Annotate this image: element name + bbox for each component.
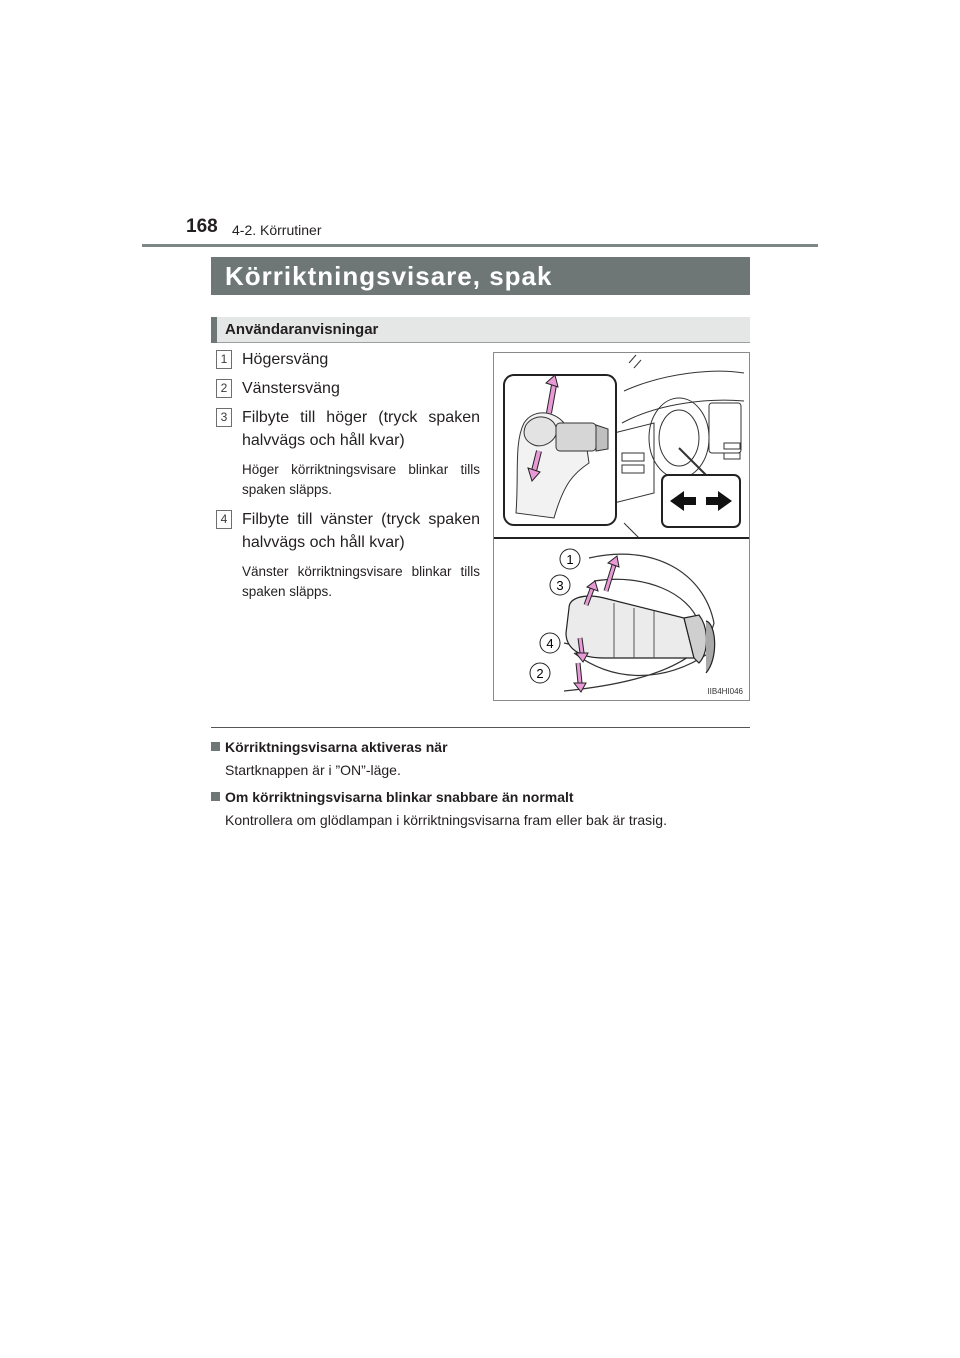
figure-code: IIB4HI046 bbox=[707, 687, 743, 696]
item-text: Högersväng bbox=[242, 351, 329, 368]
turn-signal-lever-illustration bbox=[493, 352, 750, 701]
note-title-text: Om körriktningsvisarna blinkar snabbare än normalt bbox=[225, 789, 574, 805]
notes-divider bbox=[211, 727, 750, 728]
note-title bbox=[211, 738, 750, 756]
note-body: Startknappen är i ”ON”-läge. bbox=[225, 762, 401, 778]
illustration-svg bbox=[494, 353, 749, 700]
callout-label: 2 bbox=[536, 666, 544, 681]
direction-arrows-box bbox=[662, 475, 740, 527]
hand-inset bbox=[504, 375, 616, 525]
note-title bbox=[211, 788, 750, 806]
item-number: 1 bbox=[216, 350, 232, 369]
note-body: Kontrollera om glödlampan i körriktningsvisarna fram eller bak är trasig. bbox=[225, 812, 667, 828]
item-text: Filbyte till vänster (tryck spaken halvvägs och håll kvar) bbox=[242, 511, 480, 551]
item-note: Höger körriktningsvisare blinkar tills spaken släpps. bbox=[242, 462, 480, 497]
note-title-text: Körriktningsvisarna aktiveras när bbox=[225, 739, 448, 755]
notes-section bbox=[211, 738, 750, 838]
callout-label: 1 bbox=[566, 552, 574, 567]
chapter-title: 4-2. Körrutiner bbox=[232, 222, 322, 238]
item-number: 3 bbox=[216, 408, 232, 427]
page-title: Körriktningsvisare, spak bbox=[211, 257, 750, 295]
item-note: Vänster körriktningsvisare blinkar tills spaken släpps. bbox=[242, 564, 480, 599]
header-rule bbox=[142, 244, 818, 247]
square-bullet-icon bbox=[211, 792, 220, 801]
lever-diagram bbox=[564, 554, 715, 692]
list-item bbox=[216, 377, 480, 400]
item-number: 4 bbox=[216, 510, 232, 529]
callout-label: 3 bbox=[556, 578, 564, 593]
list-item bbox=[216, 348, 480, 371]
page-number: 168 bbox=[186, 216, 218, 237]
section-heading-label: Användaranvisningar bbox=[225, 321, 379, 338]
instruction-list bbox=[216, 348, 480, 610]
item-text: Vänstersväng bbox=[242, 380, 340, 397]
list-item bbox=[216, 406, 480, 500]
item-text: Filbyte till höger (tryck spaken halvvägs och håll kvar) bbox=[242, 409, 480, 449]
section-accent bbox=[211, 317, 217, 343]
callout-label: 4 bbox=[546, 636, 554, 651]
item-number: 2 bbox=[216, 379, 232, 398]
list-item bbox=[216, 508, 480, 602]
square-bullet-icon bbox=[211, 742, 220, 751]
section-heading bbox=[211, 317, 750, 343]
